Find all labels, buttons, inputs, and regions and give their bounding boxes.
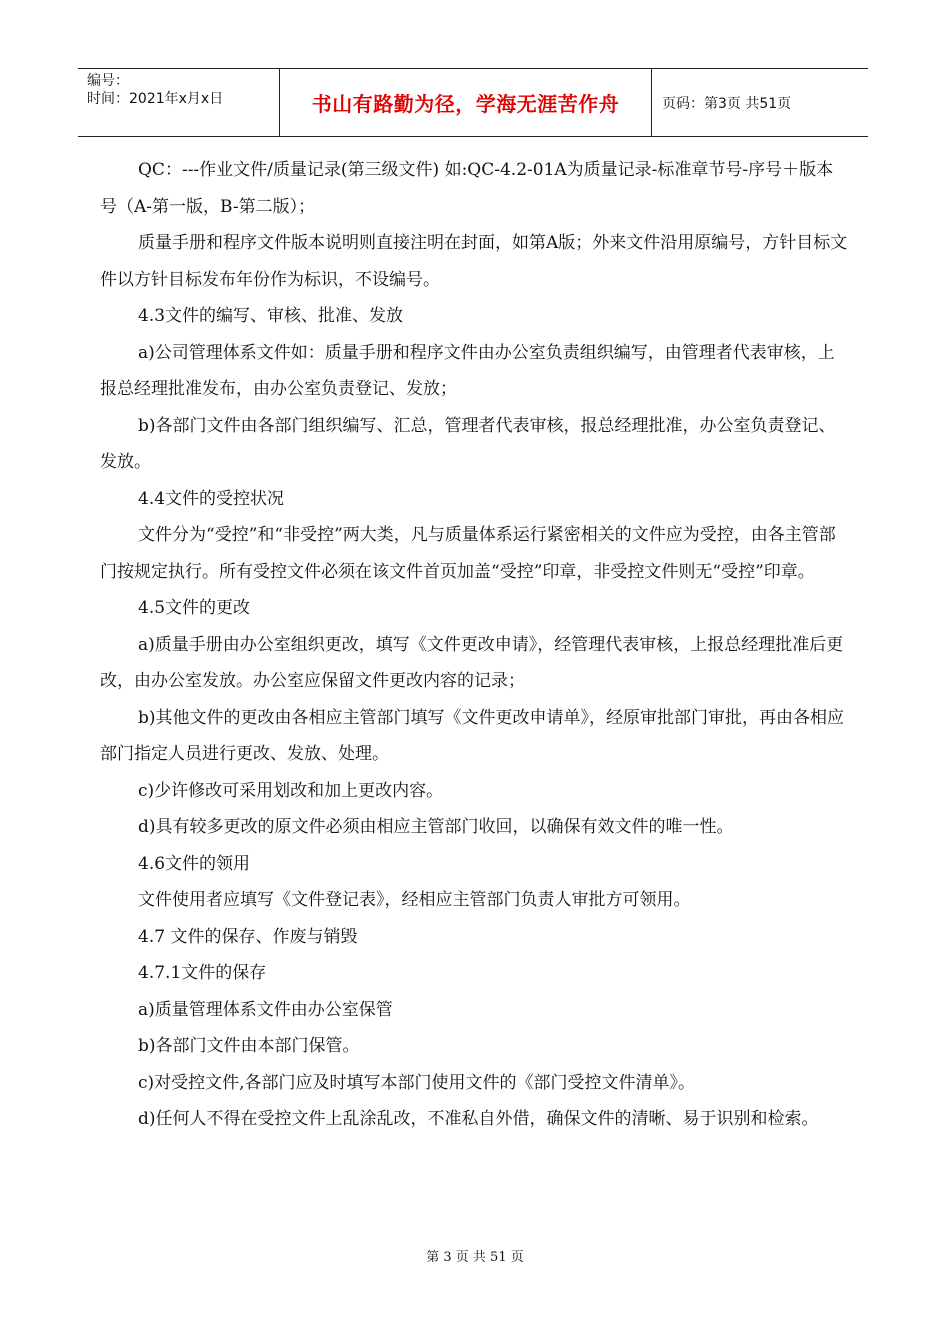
- document-body: [100, 152, 850, 1138]
- paragraph: c)少许修改可采用划改和加上更改内容。: [138, 780, 444, 801]
- section-heading: 4.6文件的领用: [138, 853, 251, 874]
- paragraph: d)任何人不得在受控文件上乱涂乱改，不准私自外借，确保文件的清晰、易于识别和检索。: [138, 1109, 819, 1129]
- paragraph: a)质量管理体系文件由办公室保管: [138, 999, 393, 1020]
- paragraph: b)各部门文件由本部门保管。: [138, 1036, 360, 1056]
- section-heading: 4.3文件的编写、审核、批准、发放: [138, 306, 404, 326]
- paragraph: QC：---作业文件/质量记录(第三级文件) 如:QC-4.2-01A为质量记录-标准章节号-序号＋版本号（A-第一版，B-第二版）；: [100, 160, 834, 217]
- header-info: [78, 69, 280, 136]
- paragraph: 质量手册和程序文件版本说明则直接注明在封面，如第A版；外来文件沿用原编号，方针目标文件以方针目标发布年份作为标识，不设编号。: [100, 233, 848, 290]
- document-number-label: 编号：: [87, 73, 129, 89]
- paragraph: a)质量手册由办公室组织更改，填写《文件更改申请》，经管理代表审核，上报总经理批准后更改，由办公室发放。办公室应保留文件更改内容的记录；: [100, 634, 844, 691]
- subsection-heading: 4.7.1文件的保存: [138, 963, 267, 983]
- paragraph: d)具有较多更改的原文件必须由相应主管部门收回，以确保有效文件的唯一性。: [138, 817, 734, 837]
- paragraph: 文件分为“受控”和“非受控”两大类，凡与质量体系运行紧密相关的文件应为受控，由各主管部门按规定执行。所有受控文件必须在该文件首页加盖“受控”印章，非受控文件则无“受控”印章。: [100, 525, 836, 582]
- paragraph: a)公司管理体系文件如：质量手册和程序文件由办公室负责组织编写，由管理者代表审核，上报总经理批准发布，由办公室负责登记、发放；: [100, 342, 835, 399]
- section-heading: 4.7 文件的保存、作废与销毁: [138, 926, 358, 947]
- paragraph: b)各部门文件由各部门组织编写、汇总，管理者代表审核，报总经理批准，办公室负责登记、发放。: [100, 415, 836, 472]
- section-heading: 4.5文件的更改: [138, 598, 251, 618]
- paragraph: 文件使用者应填写《文件登记表》，经相应主管部门负责人审批方可领用。: [138, 890, 691, 910]
- paragraph: b)其他文件的更改由各相应主管部门填写《文件更改申请单》，经原审批部门审批，再由各相应部门指定人员进行更改、发放、处理。: [100, 707, 845, 764]
- header-motto: 书山有路勤为径，学海无涯苦作舟: [280, 69, 652, 136]
- header-page-number: 页码：第3页 共51页: [662, 95, 792, 112]
- section-heading: 4.4文件的受控状况: [138, 488, 285, 509]
- document-date: 时间：2021年x月x日: [87, 91, 224, 107]
- paragraph: c)对受控文件,各部门应及时填写本部门使用文件的《部门受控文件清单》。: [138, 1072, 696, 1093]
- page-header: [78, 68, 868, 137]
- page-footer: 第 3 页 共 51 页: [426, 1250, 524, 1265]
